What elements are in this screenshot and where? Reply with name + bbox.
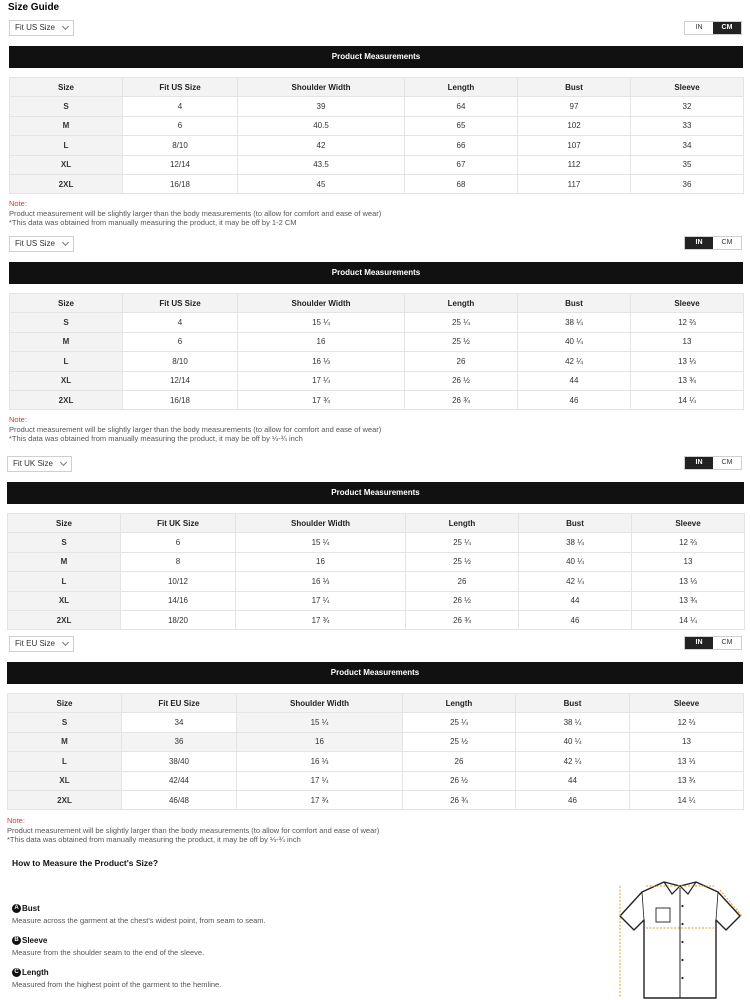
note-line: *This data was obtained from manually measuring the product, it may be off by 1-2 CM	[9, 218, 297, 227]
cell: 42 ¼	[519, 572, 632, 591]
cell: 13	[630, 732, 744, 751]
unit-toggle[interactable]	[684, 236, 742, 250]
header-bust: Bust	[519, 514, 632, 533]
product-measurements-bar: Product Measurements	[9, 262, 743, 284]
header-sleeve: Sleeve	[630, 694, 744, 713]
cell: 25 ¼	[406, 533, 519, 552]
cell: 2XL	[8, 610, 121, 629]
cell: L	[10, 352, 123, 371]
cell: 40 ¼	[516, 732, 630, 751]
cell: 42	[238, 136, 405, 155]
cell: 36	[631, 174, 744, 193]
cell: 42/44	[122, 771, 237, 790]
cell: 13	[631, 332, 744, 351]
cell: 25 ¼	[405, 313, 518, 332]
header-size: Size	[8, 694, 122, 713]
table-row	[10, 97, 744, 116]
header-shoulder-width: Shoulder Width	[236, 514, 406, 533]
cell: 46	[518, 390, 631, 409]
measure-item-heading	[12, 904, 266, 913]
cell: 16/18	[123, 174, 238, 193]
cell: 25 ½	[403, 732, 516, 751]
cell: S	[10, 97, 123, 116]
table-row	[10, 352, 744, 371]
cell: 2XL	[10, 390, 123, 409]
measurement-note	[9, 415, 381, 444]
cell: M	[10, 116, 123, 135]
cell: 97	[518, 97, 631, 116]
table-row	[8, 591, 745, 610]
cell: 6	[123, 116, 238, 135]
cell: L	[10, 136, 123, 155]
chevron-down-icon	[62, 639, 69, 646]
cell: 13 ⅓	[631, 352, 744, 371]
cell: 13 ⅓	[632, 572, 745, 591]
unit-in-button[interactable]: IN	[685, 457, 713, 469]
cell: 25 ½	[406, 552, 519, 571]
unit-cm-button[interactable]: CM	[713, 22, 741, 34]
cell: M	[10, 332, 123, 351]
cell: 38 ¼	[519, 533, 632, 552]
chevron-down-icon	[62, 23, 69, 30]
cell: 34	[122, 713, 237, 732]
cell: 6	[121, 533, 236, 552]
cell: 16/18	[123, 390, 238, 409]
header-length: Length	[405, 294, 518, 313]
measure-item-name: Sleeve	[22, 936, 48, 945]
header-sleeve: Sleeve	[632, 514, 745, 533]
table-header-row	[8, 514, 745, 533]
header-fit-size: Fit EU Size	[122, 694, 237, 713]
header-fit-size: Fit UK Size	[121, 514, 236, 533]
table-row	[8, 552, 745, 571]
cell: 14 ¼	[631, 390, 744, 409]
page-title: Size Guide	[8, 2, 60, 13]
cell: 16	[236, 552, 406, 571]
cell: 8/10	[123, 352, 238, 371]
cell: 46	[519, 610, 632, 629]
header-fit-size: Fit US Size	[123, 78, 238, 97]
table-row	[10, 116, 744, 135]
table-row	[10, 313, 744, 332]
cell: 12 ⅔	[631, 313, 744, 332]
measure-item-bust	[12, 904, 266, 925]
cell: 16	[237, 732, 403, 751]
table-row	[10, 174, 744, 193]
header-bust: Bust	[518, 294, 631, 313]
cell: 26 ½	[405, 371, 518, 390]
cell: 15 ¼	[238, 313, 405, 332]
cell: XL	[8, 591, 121, 610]
cell: 16 ⅓	[238, 352, 405, 371]
cell: L	[8, 752, 122, 771]
measurement-note	[7, 816, 379, 845]
table-row	[8, 732, 744, 751]
cell: 67	[405, 155, 518, 174]
cell: S	[8, 533, 121, 552]
header-length: Length	[405, 78, 518, 97]
note-label: Note:	[9, 199, 27, 208]
table-row	[8, 533, 745, 552]
cell: 64	[405, 97, 518, 116]
cell: 17 ¾	[236, 610, 406, 629]
size-system-select-value: Fit EU Size	[15, 639, 56, 648]
cell: 25 ¼	[403, 713, 516, 732]
table-row	[10, 390, 744, 409]
cell: 13	[632, 552, 745, 571]
header-bust: Bust	[516, 694, 630, 713]
cell: 17 ¼	[238, 371, 405, 390]
cell: 38/40	[122, 752, 237, 771]
cell: 13 ¾	[632, 591, 745, 610]
product-measurements-bar: Product Measurements	[7, 482, 744, 504]
cell: 102	[518, 116, 631, 135]
header-length: Length	[406, 514, 519, 533]
cell: 35	[631, 155, 744, 174]
cell: 44	[519, 591, 632, 610]
measure-item-desc: Measured from the highest point of the garment to the hemline.	[12, 980, 222, 989]
cell: 66	[405, 136, 518, 155]
cell: 18/20	[121, 610, 236, 629]
cell: 26 ¾	[405, 390, 518, 409]
cell: S	[10, 313, 123, 332]
size-system-select[interactable]	[9, 20, 74, 36]
note-line: Product measurement will be slightly larger than the body measurements (to allow for comfort and ease of wear)	[7, 825, 380, 835]
cell: XL	[10, 155, 123, 174]
measure-item-name: Length	[22, 968, 49, 977]
unit-toggle[interactable]	[684, 456, 742, 470]
unit-in-button[interactable]: IN	[685, 637, 713, 649]
unit-in-button[interactable]: IN	[685, 237, 713, 249]
header-size: Size	[10, 294, 123, 313]
header-size: Size	[8, 514, 121, 533]
cell: 39	[238, 97, 405, 116]
header-shoulder-width: Shoulder Width	[238, 78, 405, 97]
chevron-down-icon	[60, 459, 67, 466]
cell: 8/10	[123, 136, 238, 155]
table-row	[8, 771, 744, 790]
cell: 65	[405, 116, 518, 135]
table-row	[10, 155, 744, 174]
note-label: Note:	[9, 415, 27, 424]
cell: 6	[123, 332, 238, 351]
cell: 14 ¼	[630, 790, 744, 809]
header-length: Length	[403, 694, 516, 713]
size-system-select[interactable]	[9, 636, 74, 652]
cell: 17 ¾	[238, 390, 405, 409]
cell: 2XL	[10, 174, 123, 193]
cell: 45	[238, 174, 405, 193]
unit-toggle[interactable]	[684, 636, 742, 650]
cell: 38 ¼	[516, 713, 630, 732]
cell: 117	[518, 174, 631, 193]
table-row	[8, 713, 744, 732]
badge-c-icon: C	[12, 968, 21, 977]
cell: 8	[121, 552, 236, 571]
cell: 12 ⅔	[632, 533, 745, 552]
measure-item-heading	[12, 968, 221, 977]
table-row	[8, 790, 744, 809]
product-measurements-bar: Product Measurements	[9, 46, 743, 68]
measure-item-desc: Measure from the shoulder seam to the end of the sleeve.	[12, 948, 205, 957]
cell: 43.5	[238, 155, 405, 174]
cell: 112	[518, 155, 631, 174]
cell: 26	[406, 572, 519, 591]
unit-cm-button[interactable]: CM	[713, 637, 741, 649]
measurements-table	[9, 293, 744, 410]
cell: 107	[518, 136, 631, 155]
cell: 12/14	[123, 371, 238, 390]
size-system-select[interactable]	[9, 236, 74, 252]
cell: 44	[518, 371, 631, 390]
table-row	[10, 136, 744, 155]
size-system-select-value: Fit US Size	[15, 239, 56, 248]
table-row	[8, 752, 744, 771]
cell: 40 ¼	[519, 552, 632, 571]
cell: 46/48	[122, 790, 237, 809]
cell: S	[8, 713, 122, 732]
cell: XL	[8, 771, 122, 790]
badge-b-icon: B	[12, 936, 21, 945]
cell: 68	[405, 174, 518, 193]
cell: 2XL	[8, 790, 122, 809]
cell: 16	[238, 332, 405, 351]
size-system-select-value: Fit UK Size	[13, 459, 54, 468]
cell: 38 ¼	[518, 313, 631, 332]
chevron-down-icon	[62, 239, 69, 246]
cell: 4	[123, 97, 238, 116]
product-measurements-bar: Product Measurements	[7, 662, 743, 684]
cell: 15 ¼	[237, 713, 403, 732]
size-system-select[interactable]	[7, 456, 72, 472]
cell: 17 ¼	[237, 771, 403, 790]
shirt-diagram-icon	[612, 880, 747, 1000]
table-header-row	[10, 78, 744, 97]
cell: 12/14	[123, 155, 238, 174]
table-row	[8, 572, 745, 591]
unit-toggle[interactable]	[684, 21, 742, 35]
cell: 42 ¼	[516, 752, 630, 771]
how-to-measure-title: How to Measure the Product's Size?	[12, 858, 159, 868]
note-line: Product measurement will be slightly larger than the body measurements (to allow for comfort and ease of wear)	[9, 424, 382, 434]
cell: L	[8, 572, 121, 591]
cell: 16 ⅓	[236, 572, 406, 591]
cell: 32	[631, 97, 744, 116]
measurements-table	[7, 513, 745, 630]
cell: 12 ⅔	[630, 713, 744, 732]
cell: 4	[123, 313, 238, 332]
size-system-select-value: Fit US Size	[15, 23, 56, 32]
header-sleeve: Sleeve	[631, 294, 744, 313]
measurements-table	[7, 693, 744, 810]
cell: 13 ¾	[630, 771, 744, 790]
table-header-row	[10, 294, 744, 313]
header-sleeve: Sleeve	[631, 78, 744, 97]
table-header-row	[8, 694, 744, 713]
cell: 14/16	[121, 591, 236, 610]
cell: M	[8, 732, 122, 751]
cell: 26 ¾	[403, 790, 516, 809]
cell: 40.5	[238, 116, 405, 135]
cell: 44	[516, 771, 630, 790]
measurements-table	[9, 77, 744, 194]
cell: XL	[10, 371, 123, 390]
cell: 26 ½	[403, 771, 516, 790]
measure-item-sleeve	[12, 936, 204, 957]
cell: 13 ¾	[631, 371, 744, 390]
measure-item-name: Bust	[22, 904, 40, 913]
note-line: *This data was obtained from manually measuring the product, it may be off by ⅓-¾ inch	[9, 434, 303, 443]
cell: 26	[403, 752, 516, 771]
cell: 46	[516, 790, 630, 809]
cell: 36	[122, 732, 237, 751]
header-shoulder-width: Shoulder Width	[238, 294, 405, 313]
cell: 10/12	[121, 572, 236, 591]
table-row	[8, 610, 745, 629]
measurement-note	[9, 199, 381, 228]
cell: 25 ½	[405, 332, 518, 351]
header-fit-size: Fit US Size	[123, 294, 238, 313]
cell: 42 ¼	[518, 352, 631, 371]
header-size: Size	[10, 78, 123, 97]
table-row	[10, 371, 744, 390]
cell: 33	[631, 116, 744, 135]
unit-cm-button[interactable]: CM	[713, 237, 741, 249]
note-line: Product measurement will be slightly larger than the body measurements (to allow for comfort and ease of wear)	[9, 208, 382, 218]
cell: M	[8, 552, 121, 571]
measure-item-heading	[12, 936, 204, 945]
cell: 15 ¼	[236, 533, 406, 552]
measure-item-length	[12, 968, 221, 989]
cell: 17 ¼	[236, 591, 406, 610]
cell: 14 ¼	[632, 610, 745, 629]
note-line: *This data was obtained from manually measuring the product, it may be off by ⅓-¾ inch	[7, 835, 301, 844]
cell: 26 ½	[406, 591, 519, 610]
cell: 26	[405, 352, 518, 371]
measure-item-desc: Measure across the garment at the chest's widest point, from seam to seam.	[12, 916, 266, 925]
note-label: Note:	[7, 816, 25, 825]
table-row	[10, 332, 744, 351]
cell: 17 ¾	[237, 790, 403, 809]
cell: 40 ¼	[518, 332, 631, 351]
cell: 34	[631, 136, 744, 155]
cell: 16 ⅓	[237, 752, 403, 771]
header-bust: Bust	[518, 78, 631, 97]
header-shoulder-width: Shoulder Width	[237, 694, 403, 713]
unit-cm-button[interactable]: CM	[713, 457, 741, 469]
cell: 13 ⅓	[630, 752, 744, 771]
badge-a-icon: A	[12, 904, 21, 913]
cell: 26 ¾	[406, 610, 519, 629]
unit-in-button[interactable]: IN	[685, 22, 713, 34]
